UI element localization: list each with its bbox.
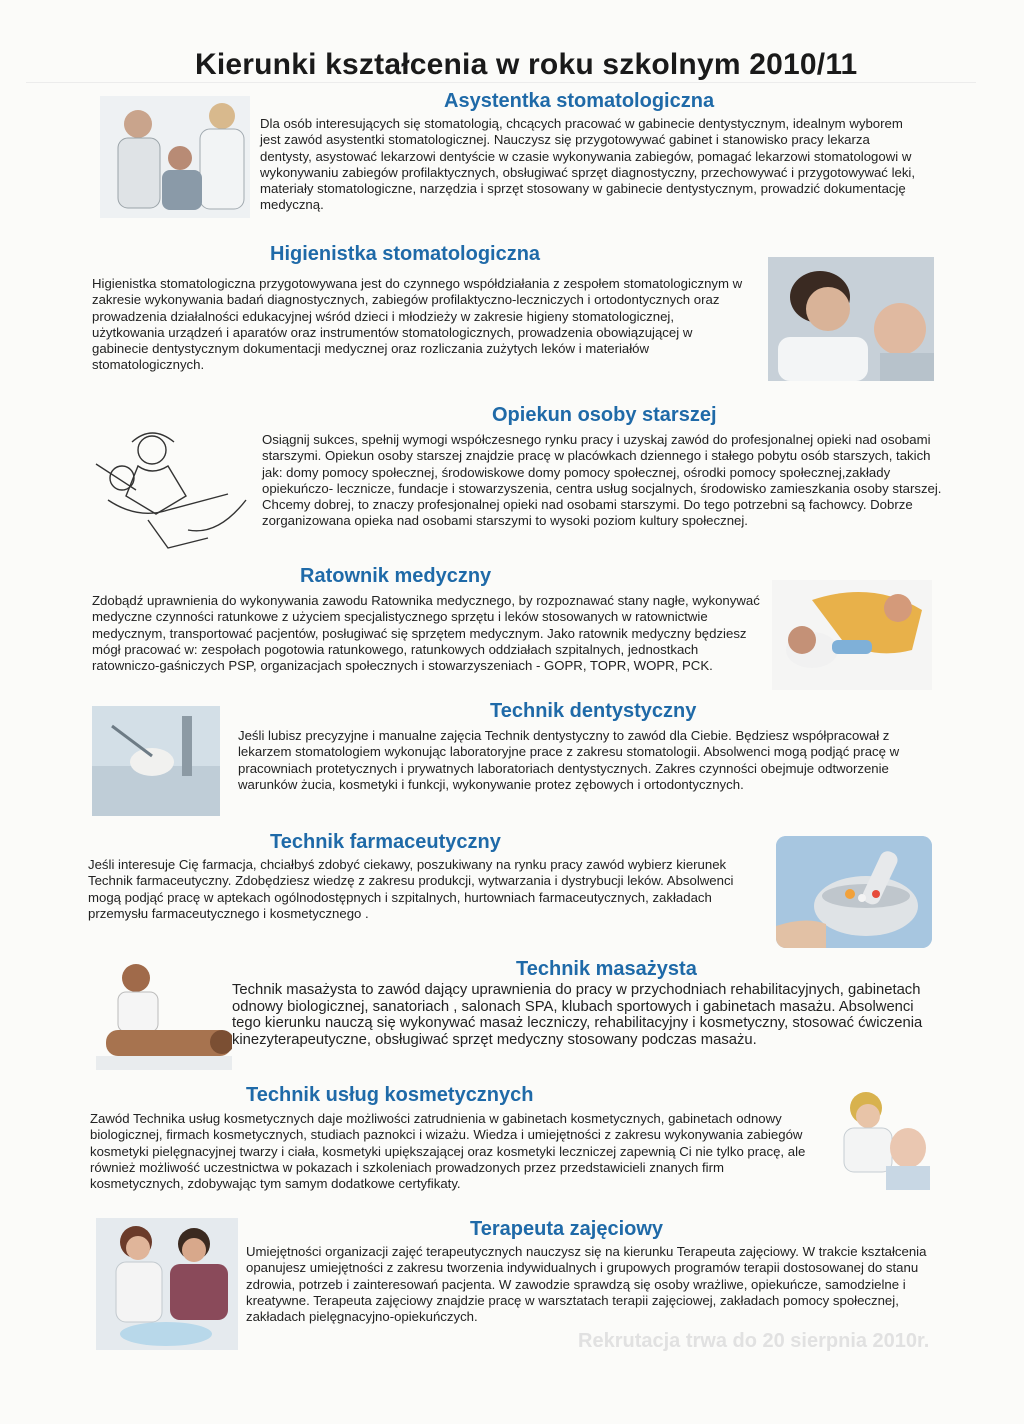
section-title-paramedic: Ratownik medyczny <box>300 565 492 587</box>
paramedic-photo <box>772 580 932 690</box>
occupational-therapy-photo <box>96 1218 238 1350</box>
section-title-massage-technician: Technik masażysta <box>516 958 697 980</box>
pharmacy-mortar-photo <box>776 836 932 948</box>
beauty-treatment-photo <box>826 1086 930 1190</box>
section-text-pharmacy-technician: Jeśli interesuje Cię farmacja, chciałbyś zdobyć ciekawy, poszukiwany na rynku pracy zawód wybierz kierunek Technik farmaceutyczny. Zdobędziesz wiedzę z zakresu produkcji, wytwarzania i dystrybucji leków. Absolwenci mogą podjąć pracę w aptekach ogólnodostępnych i szpitalnych, hurtowniach farmaceutycznych, zakładach przemysłu farmaceutycznego i kosmetycznego . <box>88 857 734 921</box>
section-text-elderly-caregiver: Osiągnij sukces, spełnij wymogi współczesnego rynku pracy i uzyskaj zawód do profesjonalnej opieki nad osobami starszymi. Opiekun osoby starszej znajdzie pracę w placówkach dziennego i stałego pobytu osób starszych, takich jak: domy pomocy społecznej, środowiskowe domy pomocy społecznej, ośrodki pomocy społecznej,zakłady opiekuńczo- lecznicze, fundacje i stowarzyszenia, centra usług socjalnych, środowisko zamieszkania osoby starszej. Chcemy dobrej, to znaczy profesjonalnej opieki nad osobami starszymi. Do tego potrzebni są fachowcy. Dobrze zorganizowana opieka nad osobami starszymi to wysoki poziom kultury społecznej. <box>262 432 942 529</box>
section-title-elderly-caregiver: Opiekun osoby starszej <box>492 404 717 426</box>
section-title-occupational-therapist: Terapeuta zajęciowy <box>470 1218 664 1240</box>
section-text-dental-hygienist: Higienistka stomatologiczna przygotowywana jest do czynnego współdziałania z zespołem stomatologicznym w zakresie wykonywania badań diagnostycznych, zabiegów profilaktyczno-leczniczych i ortodontycznych oraz prowadzenia działalności edukacyjnej wśród dzieci i młodzieży w zakresie higieny stomatologicznej, użytkowania urządzeń i aparatów oraz instrumentów stomatologicznych, prowadzenia obowiązującej w gabinecie dentystycznym dokumentacji medycznej oraz rozliczania zużytych leków i materiałów stomatologicznych. <box>92 276 743 373</box>
section-text-massage-technician: Technik masażysta to zawód dający uprawnienia do pracy w przychodniach rehabilitacyjnych, gabinetach odnowy biologicznej, sanatoriach , salonach SPA, klubach sportowych i gabinetach masażu. Absolwenci tego kierunku nauczą się wykonywać masaż leczniczy, rehabilitacyjny i kosmetyczny, stosować ćwiczenia kinezyterapeutyczne, obsługiwać sprzęt medyczny stosowany podczas masażu. <box>232 982 923 1048</box>
massage-photo <box>96 958 232 1070</box>
section-text-dental-technician: Jeśli lubisz precyzyjne i manualne zajęcia Technik dentystyczny to zawód dla Ciebie. Będziesz współpracował z lekarzem stomatologiem wykonując laboratoryjne prace z zakresu stomatologii. Absolwenci mogą podjąć pracę w pracowniach protetycznych i prywatnych laboratoriach dentystycznych. Zakres czynności obejmuje odtworzenie warunków żucia, kosmetyki i funkcji, wykonywanie protez zębowych i ortodontycznych. <box>238 728 900 792</box>
section-text-occupational-therapist: Umiejętności organizacji zajęć terapeutycznych nauczysz się na kierunku Terapeuta zajęciowy. W trakcie kształcenia opanujesz umiejętności z zakresu tworzenia indywidualnych i grupowych programów terapii dostosowanej do stanu zdrowia, potrzeb i zainteresowań pacjenta. W zawodzie sprawdzą się osoby wrażliwe, opiekuńcze, samodzielne i kreatywne. Terapeuta zajęciowy znajdzie pracę w warsztatach terapii zajęciowej, zakładach pomocy społecznej, zakładach pielęgnacyjno-opiekuńczych. <box>246 1244 927 1325</box>
section-title-beauty-technician: Technik usług kosmetycznych <box>246 1084 534 1106</box>
section-text-paramedic: Zdobądź uprawnienia do wykonywania zawodu Ratownika medycznego, by rozpoznawać stany nagłe, wykonywać medyczne czynności ratunkowe z użyciem specjalistycznego sprzętu i leków stosowanych w ratownictwie medycznym, transportować pacjentów, posługiwać się sprzętem medycznym. Jako ratownik medyczny będziesz mógł pracować w: zespołach pogotowia ratunkowego, ratunkowych oddziałach szpitalnych, jednostkach ratowniczo-gaśniczych PSP, organizacjach społecznych i stowarzyszeniach - GOPR, TOPR, WOPR, PCK. <box>92 593 760 674</box>
section-title-dental-assistant: Asystentka stomatologiczna <box>444 90 715 112</box>
section-text-dental-assistant: Dla osób interesujących się stomatologią, chcących pracować w gabinecie dentystycznym, idealnym wyborem jest zawód asystentki stomatologicznej. Nauczysz się przygotowywać gabinet i stanowisko pracy lekarza dentysty, asystować lekarzowi dentyście w czasie wykonywania zabiegów, pomagać lekarzowi stomatologowi w wykonywaniu zabiegów profilaktycznych, obsługiwać sprzęt diagnostyczny, przechowywać i przygotowywać leki, materiały stomatologiczne, narzędzia i sprzęt stosowany w gabinecie dentystycznym, prowadzić dokumentację medyczną. <box>260 116 916 213</box>
dental-hygienist-photo <box>768 257 934 381</box>
dental-technician-photo <box>92 706 220 816</box>
section-text-beauty-technician: Zawód Technika usług kosmetycznych daje możliwości zatrudnienia w gabinetach kosmetycznych, gabinetach odnowy biologicznej, firmach kosmetycznych, studiach paznokci i wizażu. Wiedza i umiejętności z zakresu wykonywania zabiegów kosmetyki pielęgnacyjnej twarzy i ciała, kosmetyki upiększającej oraz kosmetyki leczniczej zapewnią Ci nie tylko pracę, ale również możliwość uczestnictwa w pokazach i szkoleniach prowadzonych przez przedstawicieli znanych firm kosmetycznych, zdobywając tym samym dodatkowe certyfikaty. <box>90 1111 806 1192</box>
title-divider <box>26 82 976 83</box>
section-title-pharmacy-technician: Technik farmaceutyczny <box>270 831 501 853</box>
section-title-dental-technician: Technik dentystyczny <box>490 700 697 722</box>
elderly-caregiver-drawing <box>88 420 248 552</box>
recruitment-note: Rekrutacja trwa do 20 sierpnia 2010r. <box>578 1330 930 1352</box>
dental-assistant-photo <box>100 96 250 218</box>
section-title-dental-hygienist: Higienistka stomatologiczna <box>270 243 541 265</box>
page-title: Kierunki kształcenia w roku szkolnym 2010/11 <box>195 48 858 81</box>
